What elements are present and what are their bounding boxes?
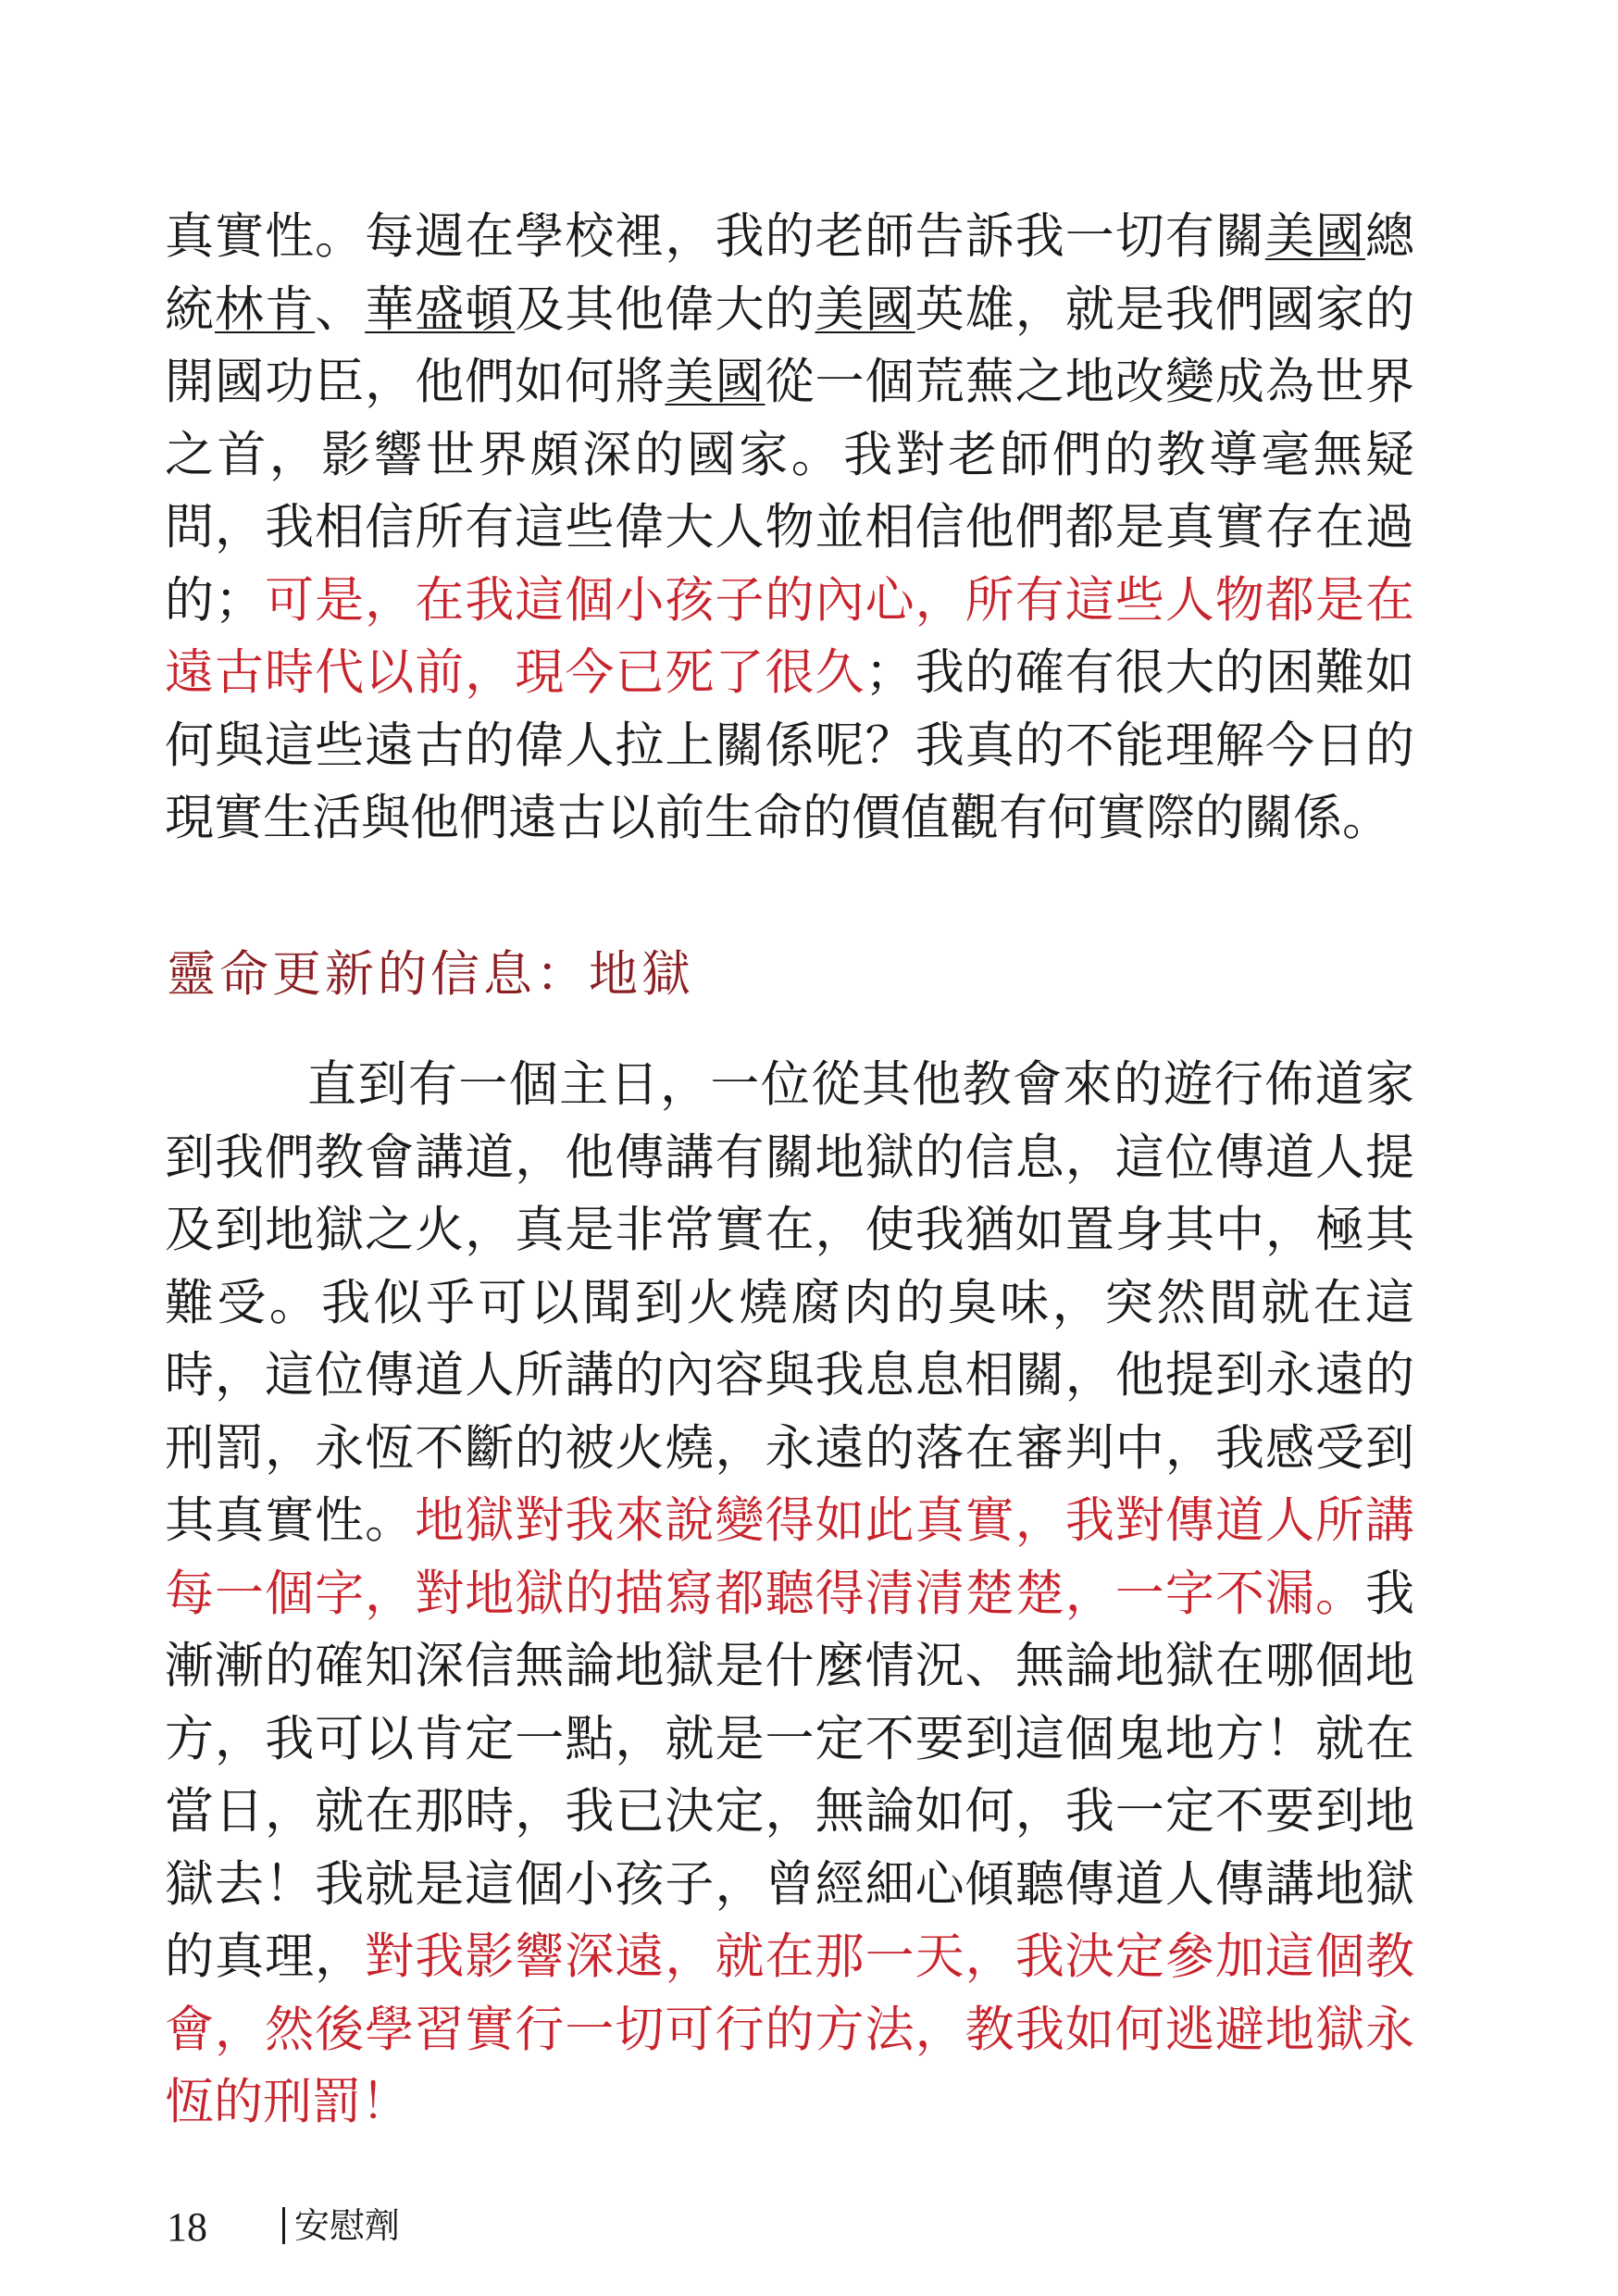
underlined-term-usa: 美國 [665,354,765,410]
highlighted-text: 地獄對我來說變得如此真實，我對傳道人所講每一個字，對地獄的描寫都聽得清清楚楚，一字不漏。 [165,1492,1415,1622]
body-paragraph-1 [165,201,1414,855]
underlined-term-usa: 美國 [1264,208,1366,265]
running-footer-title: 安慰劑 [294,2205,401,2246]
highlighted-text: 對我影響深遠，就在那一天，我決定參加這個教會，然後學習實行一切可行的方法，教我如何逃避地獄永恆的刑罰！ [165,1928,1415,2130]
underlined-term-lincoln: 林肯 [215,281,316,338]
text-run: 從一個荒蕪之地改變成為世界之首，影響世界頗深的國家。我對老師們的教導毫無疑問，我相信所有這些偉大人物並相信他們都是真實存在過的； [165,354,1415,629]
text-run: ；我的確有很大的困難如何與這些遠古的偉人拉上關係呢？我真的不能理解今日的現實生活與他們遠古以前生命的價值觀有何實際的關係。 [165,644,1415,846]
text-run: 總統 [165,208,1415,338]
underlined-term-washington: 華盛頓 [365,281,516,338]
body-paragraph-2 [165,1049,1414,2140]
text-run: 真實性。每週在學校裡，我的老師告訴我一切有關 [165,208,1265,265]
text-run: 英雄，就是我們國家的開國功臣，他們如何將 [165,281,1415,410]
footer-divider [282,2207,285,2244]
section-heading: 靈命更新的信息：地獄 [167,946,694,1003]
page-number: 18 [167,2204,207,2250]
underlined-term-usa: 美國 [815,281,915,338]
highlighted-text: 可是，在我這個小孩子的內心，所有這些人物都是在遠古時代以前，現今已死了很久 [165,571,1415,701]
text-run: 直到有一個主日，一位從其他教會來的遊行佈道家到我們教會講道，他傳講有關地獄的信息，這位傳道人提及到地獄之火，真是非常實在，使我猶如置身其中，極其難受。我似乎可以聞到火燒腐肉的臭味，突然間就在這時，這位傳道人所講的內容與我息息相關，他提到永遠的刑罰，永恆不斷的被火燒，永遠的落在審判中，我感受到其真實性。 [165,1056,1414,1549]
text-run: 及其他偉大的 [515,281,815,338]
text-run: 我漸漸的確知深信無論地獄是什麼情況、無論地獄在哪個地方，我可以肯定一點，就是一定不要到這個鬼地方！就在當日，就在那時，我已決定，無論如何，我一定不要到地獄去！我就是這個小孩子，曾經細心傾聽傳道人傳講地獄的真理， [165,1565,1414,1985]
text-run: 、 [315,281,366,338]
